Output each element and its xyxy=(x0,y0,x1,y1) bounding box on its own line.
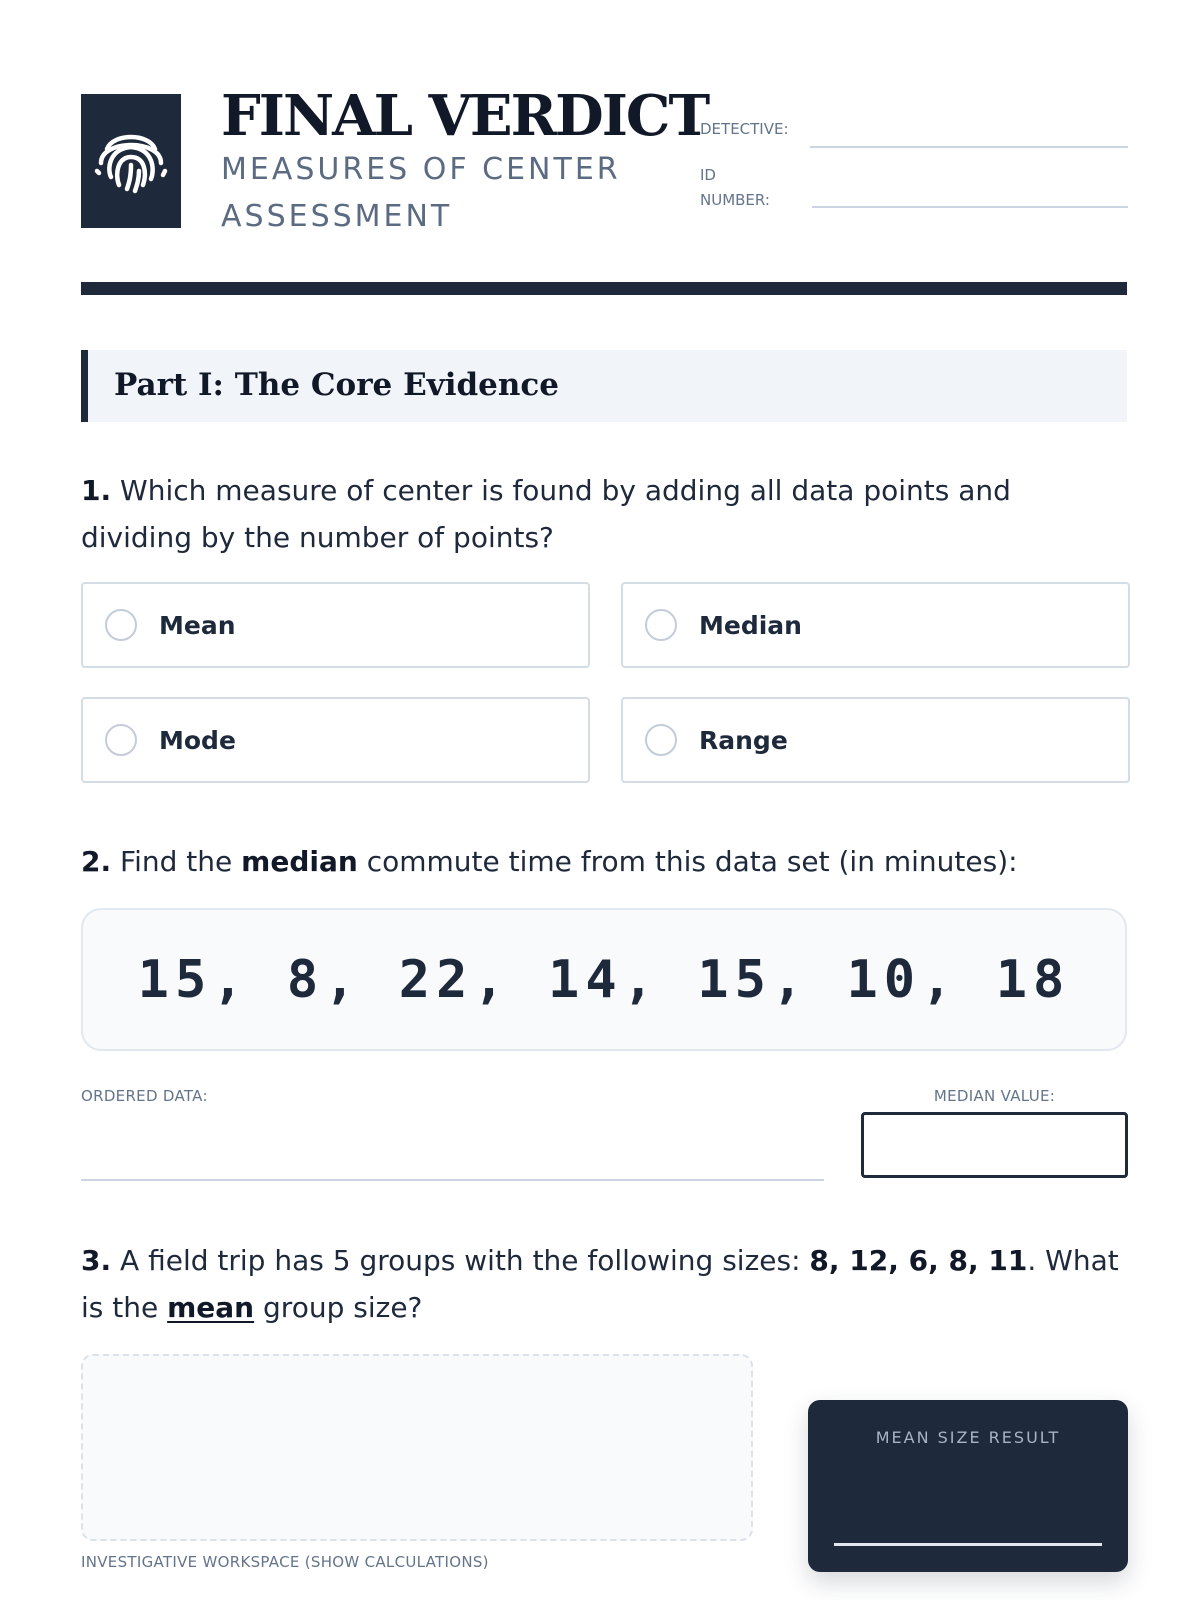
question-text-before: A field trip has 5 groups with the following sizes: xyxy=(120,1244,801,1277)
section-title: Part I: The Core Evidence xyxy=(114,367,560,403)
question-2 xyxy=(81,838,1127,885)
fingerprint-icon xyxy=(91,119,171,203)
logo xyxy=(81,94,181,228)
ordered-data-label: ORDERED DATA: xyxy=(81,1087,208,1105)
median-value-label: MEDIAN VALUE: xyxy=(933,1087,1056,1105)
detective-label: DETECTIVE: xyxy=(700,120,789,138)
option-median[interactable] xyxy=(621,582,1130,668)
radio-button[interactable] xyxy=(645,609,677,641)
option-label: Mode xyxy=(159,726,236,755)
question-1 xyxy=(81,467,1127,561)
id-number-field[interactable] xyxy=(812,206,1128,208)
mean-result-card xyxy=(808,1400,1128,1572)
ordered-data-field[interactable] xyxy=(81,1179,824,1181)
question-text-mid: . What is the xyxy=(81,1244,1119,1324)
question-text-before: Find the xyxy=(120,845,233,878)
dataset-values: 15, 8, 22, 14, 15, 10, 18 xyxy=(137,949,1071,1010)
radio-button[interactable] xyxy=(105,609,137,641)
dataset-box xyxy=(81,908,1127,1051)
option-mean[interactable] xyxy=(81,582,590,668)
question-number: 1. xyxy=(81,474,112,507)
page-subtitle: MEASURES OF CENTER ASSESSMENT xyxy=(221,152,621,234)
detective-field[interactable] xyxy=(810,146,1128,148)
option-label: Mean xyxy=(159,611,236,640)
workspace-label: INVESTIGATIVE WORKSPACE (SHOW CALCULATIONS) xyxy=(81,1553,489,1571)
question-values: 8, 12, 6, 8, 11 xyxy=(809,1244,1028,1277)
section-header xyxy=(81,350,1127,422)
question-text: Which measure of center is found by adding all data points and dividing by the number of points? xyxy=(81,474,1011,554)
page-title: FINAL VERDICT xyxy=(221,83,709,149)
id-number-label: ID NUMBER: xyxy=(700,166,770,209)
median-value-field[interactable] xyxy=(861,1112,1128,1178)
question-keyword: median xyxy=(241,845,358,878)
question-text-after: group size? xyxy=(263,1291,423,1324)
question-text-after: commute time from this data set (in minutes): xyxy=(366,845,1018,878)
radio-button[interactable] xyxy=(105,724,137,756)
question-3 xyxy=(81,1237,1127,1331)
option-mode[interactable] xyxy=(81,697,590,783)
question-number: 3. xyxy=(81,1244,112,1277)
header-divider xyxy=(81,282,1127,295)
investigative-workspace[interactable] xyxy=(81,1354,753,1541)
mean-result-label: MEAN SIZE RESULT xyxy=(875,1428,1061,1447)
option-range[interactable] xyxy=(621,697,1130,783)
question-number: 2. xyxy=(81,845,112,878)
mean-result-field[interactable] xyxy=(834,1543,1102,1546)
radio-button[interactable] xyxy=(645,724,677,756)
question-keyword: mean xyxy=(167,1291,255,1324)
option-label: Range xyxy=(699,726,788,755)
option-label: Median xyxy=(699,611,802,640)
